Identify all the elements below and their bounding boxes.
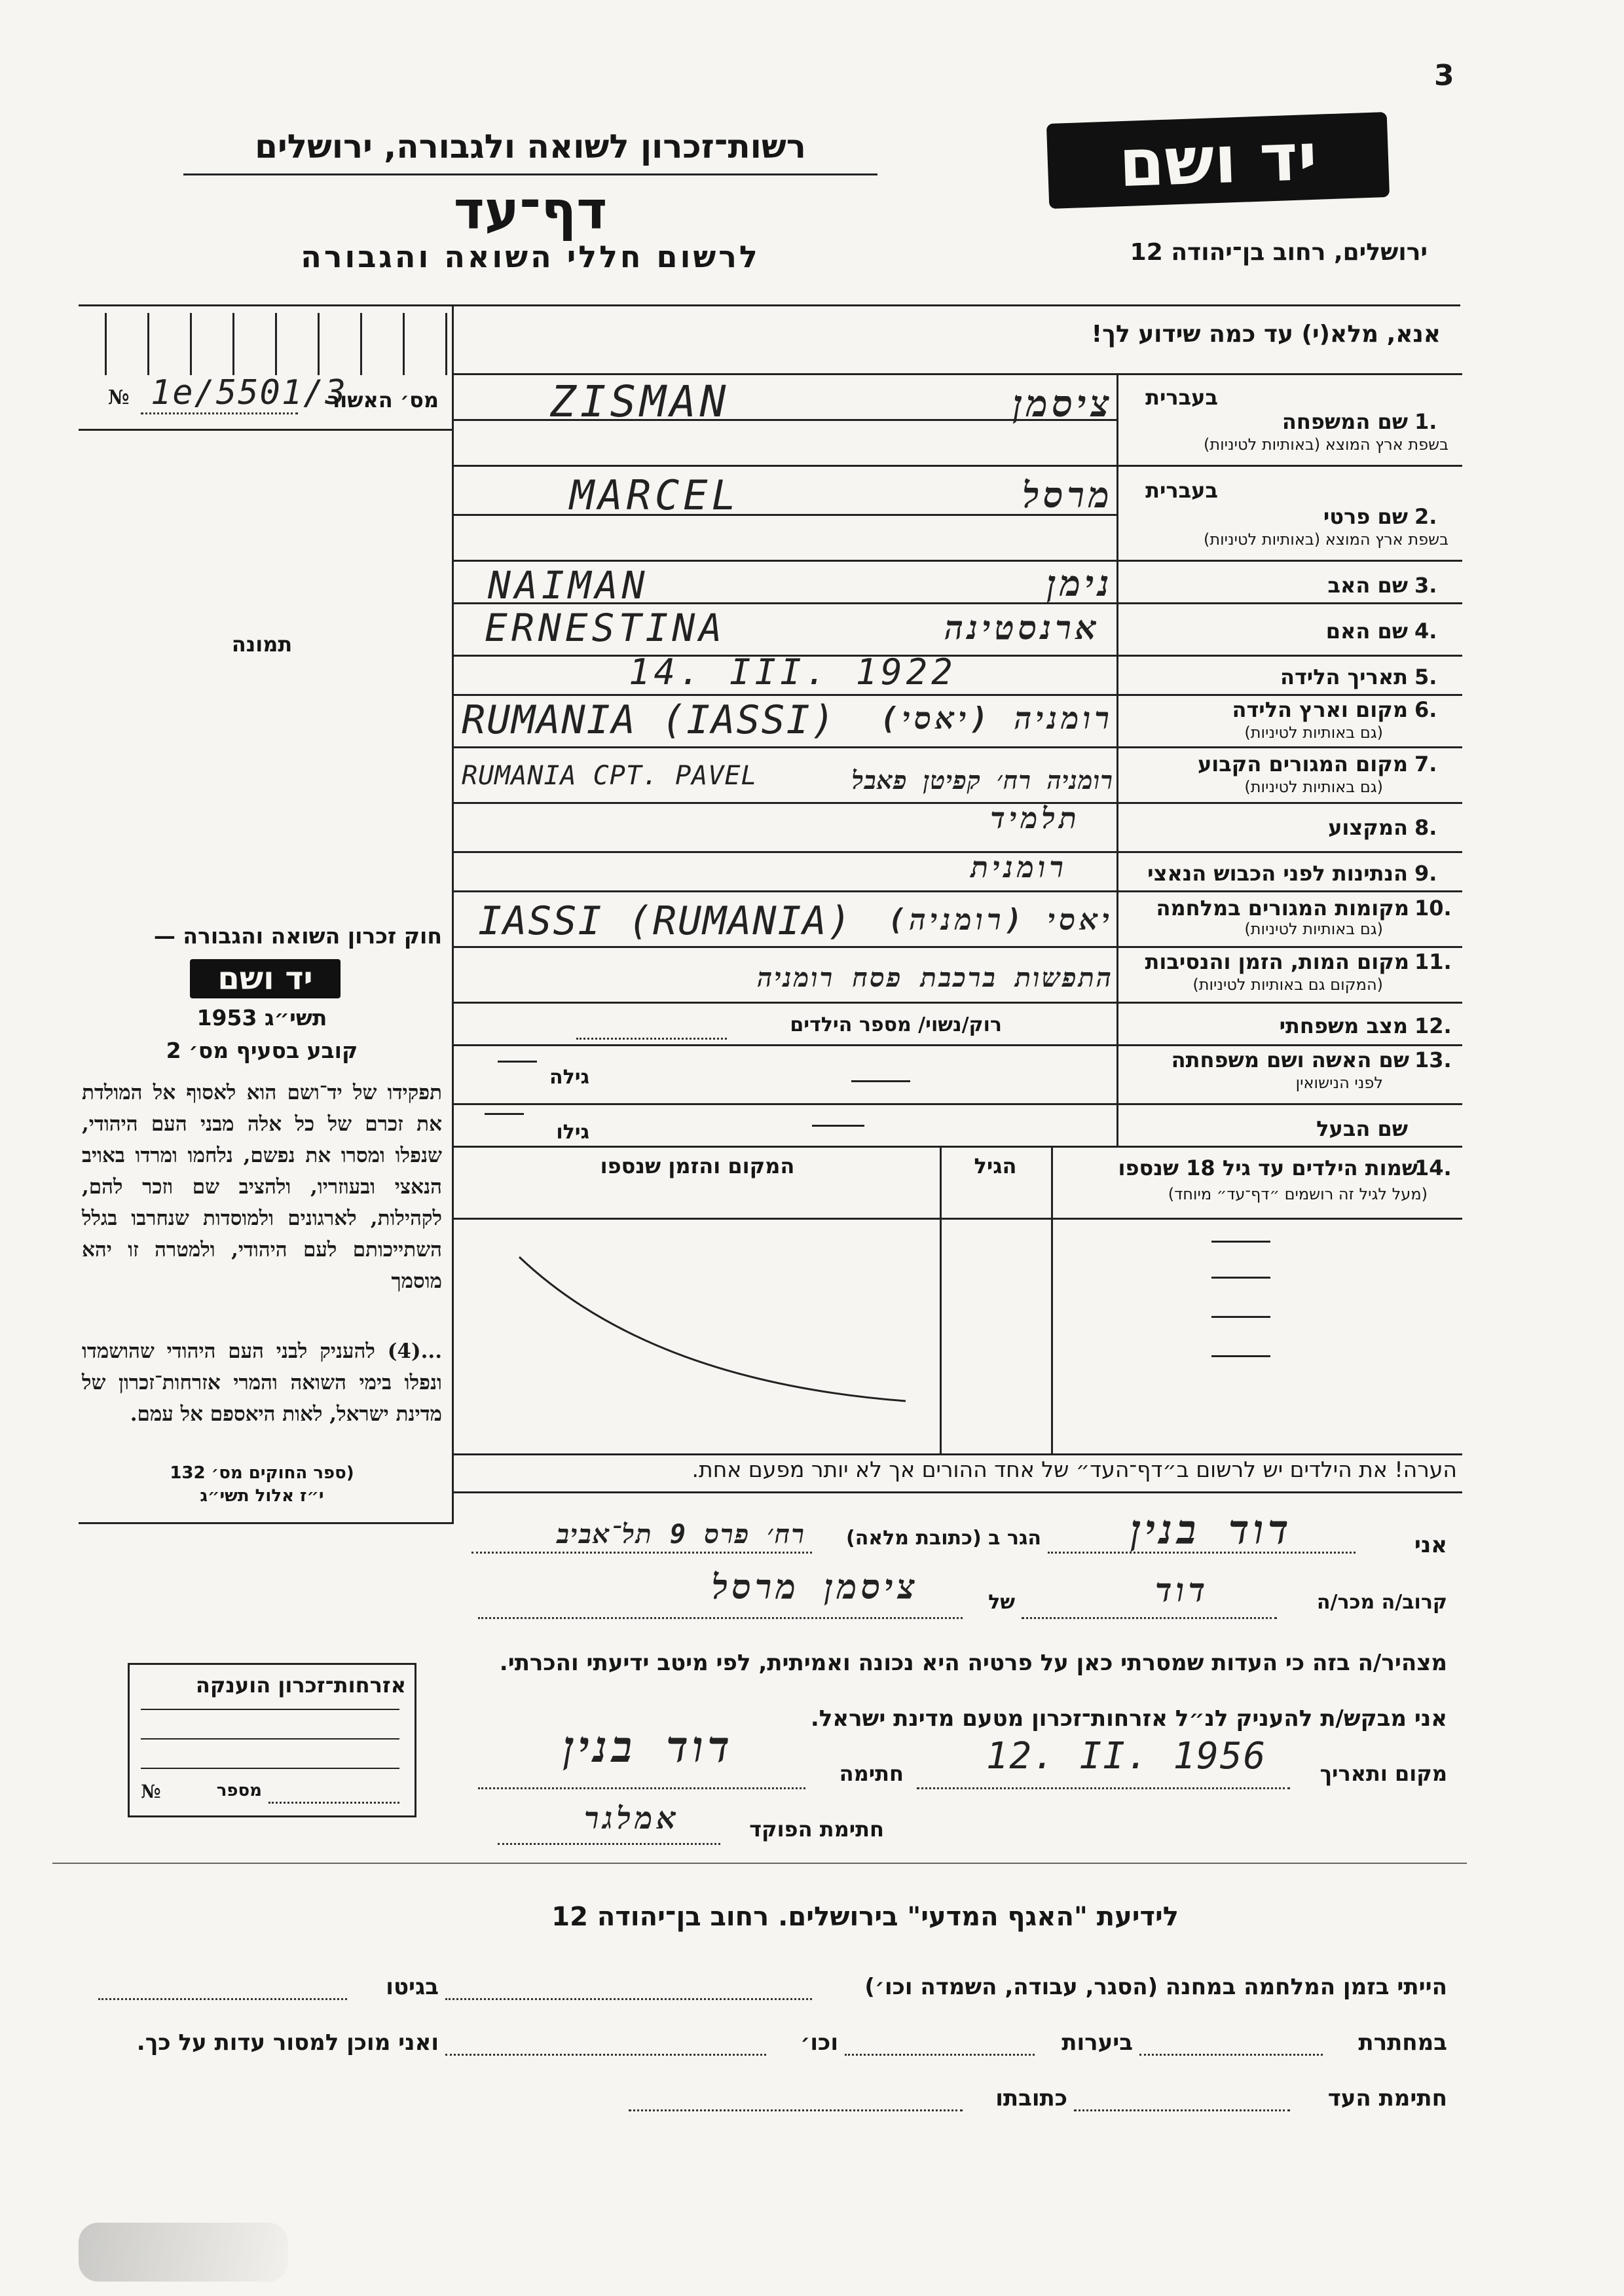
row-rule-8 xyxy=(454,746,1462,748)
footer-line1-dotted-1 xyxy=(445,1998,812,2000)
field-10-sub: (גם באותיות לטיניות) xyxy=(1244,920,1383,938)
field-11-label: מקום המות, הזמן והנסיבות xyxy=(1145,949,1409,974)
field-2-tag: בעברית xyxy=(1145,478,1218,503)
field-6-latin: RUMANIA (IASSI) xyxy=(462,697,836,743)
row-rule-7 xyxy=(454,694,1462,696)
field-7-number: 7. xyxy=(1414,752,1437,776)
citizenship-title: אזרחות־זכרון הוענקה xyxy=(195,1673,406,1698)
footer-line3-dotted-2 xyxy=(629,2109,963,2111)
field-1-number: 1. xyxy=(1414,409,1437,434)
field-6-sub: (גם באותיות לטיניות) xyxy=(1244,723,1383,742)
approval-rule xyxy=(79,429,454,431)
footer-line2-b: ביערות xyxy=(1061,2030,1133,2056)
law-section: קובע בסעיף מס׳ 2 xyxy=(166,1038,358,1063)
field-1-hebrew: ציסמן xyxy=(1012,383,1113,426)
footer-line3-a: חתימת העד xyxy=(1327,2085,1447,2111)
field-3-label: שם האב xyxy=(1327,573,1408,598)
authority-title: רשות־זכרון לשואה ולגבורה, ירושלים xyxy=(255,128,806,166)
law-logo: יד ושם xyxy=(190,959,341,998)
decl-date: 12. II. 1956 xyxy=(986,1735,1267,1777)
field-10-hebrew: יאסי (רומניה) xyxy=(888,903,1113,937)
footer-line2-dotted-1 xyxy=(1139,2054,1323,2056)
footer-line1-a: הייתי בזמן המלחמה במחנה (הסגר, עבודה, השמדה וכו׳) xyxy=(864,1974,1447,2000)
field-11-sub: (המקום גם באותיות לטיניות) xyxy=(1192,975,1383,994)
field-13-label: שם האשה ושם משפחתה xyxy=(1171,1048,1409,1072)
note-rule xyxy=(454,1491,1462,1493)
field-label-separator xyxy=(1116,373,1118,1146)
field-10-latin: IASSI (RUMANIA) xyxy=(478,898,853,944)
field-13-number: 13. xyxy=(1414,1048,1452,1072)
field-8-hebrew: תלמיד xyxy=(990,802,1080,835)
decl-officer-dotted xyxy=(498,1843,720,1845)
tick-8 xyxy=(403,313,405,375)
tick-5 xyxy=(275,313,277,375)
yad-vashem-logo: יד ושם xyxy=(1046,112,1390,209)
decl-deceased-dotted xyxy=(478,1617,963,1619)
children-col-age: הגיל xyxy=(974,1154,1017,1178)
children-dash-1 xyxy=(1211,1241,1270,1243)
field-1-tag: בעברית xyxy=(1145,385,1218,410)
field-6-number: 6. xyxy=(1414,697,1437,722)
field-4-hebrew: ארנסטינה xyxy=(944,609,1100,647)
field-1-label: שם המשפחה xyxy=(1282,409,1408,434)
grid-top xyxy=(454,373,1462,375)
children-sub: (מעל לגיל זה רושמים ״דף־עד״ מיוחד) xyxy=(1168,1185,1428,1203)
field-9-label: הנתינות לפני הכבוש הנאצי xyxy=(1147,861,1408,886)
decl-address-dotted xyxy=(471,1552,812,1554)
row-rule-11 xyxy=(454,890,1462,892)
decl-date-dotted xyxy=(917,1787,1290,1789)
field-10-number: 10. xyxy=(1414,896,1452,920)
field-5-label: תאריך הלידה xyxy=(1280,665,1408,689)
decl-officer-signature: אמלגר xyxy=(583,1800,680,1836)
law-year: תשי״ג 1953 xyxy=(196,1005,327,1030)
field-7-latin: RUMANIA CPT. PAVEL xyxy=(462,761,758,791)
field-2-number: 2. xyxy=(1414,504,1437,529)
photo-label: תמונה xyxy=(231,632,293,657)
footer-line1-dotted-2 xyxy=(98,1998,347,2000)
field-1-sub: בשפת ארץ המוצא (באותיות לטיניות) xyxy=(1204,435,1449,454)
decl-address: רח׳ פרס 9 תל־אביב xyxy=(556,1520,805,1550)
decl-relation: דוד xyxy=(1154,1571,1209,1609)
row-rule-15 xyxy=(454,1103,1462,1105)
decl-of-label: של xyxy=(988,1591,1015,1614)
decl-relation-label: קרוב/ה מכר/ה xyxy=(1316,1591,1447,1614)
children-dash-4 xyxy=(1211,1355,1270,1357)
citizenship-number-dotted xyxy=(268,1802,399,1804)
decl-statement: מצהיר/ה בזה כי העדות שמסרתי כאן על פרטיה היא נכונה ואמיתית, לפי מיטב ידיעתי והכרתי. xyxy=(499,1650,1447,1676)
tick-9 xyxy=(445,313,447,375)
children-cross-out-stroke xyxy=(454,1218,1051,1453)
children-col-place: המקום והזמן שנספו xyxy=(600,1154,795,1178)
row-rule-4 xyxy=(454,560,1462,562)
decl-officer-label: חתימת הפוקד xyxy=(749,1817,884,1842)
husband-label: שם הבעל xyxy=(1316,1116,1408,1141)
footer-heading: לידיעת "האגף המדעי" בירושלים. רחוב בן־יהודה 12 xyxy=(551,1902,1179,1932)
scan-smudge xyxy=(79,2223,288,2282)
tick-7 xyxy=(360,313,362,375)
field-11-hebrew: התפשות ברכבת פסח רומניה xyxy=(757,963,1113,993)
page-number: 3 xyxy=(1434,59,1454,92)
tick-3 xyxy=(190,313,192,375)
row-rule-6 xyxy=(454,655,1462,657)
citizenship-rule-1 xyxy=(141,1709,399,1710)
children-label: שמות הילדים עד גיל 18 שנספו xyxy=(1118,1156,1418,1180)
decl-resides-label: הגר ב (כתובת מלאה) xyxy=(845,1527,1041,1550)
field-1-latin: ZISMAN xyxy=(550,376,730,427)
field-9-hebrew: רומנית xyxy=(970,851,1067,884)
field-6-label: מקום וארץ הלידה xyxy=(1232,697,1408,722)
husband-dash-2 xyxy=(812,1125,864,1127)
tick-6 xyxy=(318,313,320,375)
top-rule xyxy=(79,304,1460,306)
tick-1 xyxy=(105,313,107,375)
address: ירושלים, רחוב בן־יהודה 12 xyxy=(1130,239,1428,266)
field-4-latin: ERNESTINA xyxy=(485,606,726,650)
approval-label: מס׳ האשור xyxy=(327,388,439,412)
footer-line2-a: במחתרת xyxy=(1358,2030,1447,2056)
field-3-number: 3. xyxy=(1414,573,1437,598)
field-13-sub: לפני הנישואין xyxy=(1295,1074,1383,1092)
instruction: אנא, מלא(י) עד כמה שידוע לך! xyxy=(1091,321,1441,348)
row-rule-12 xyxy=(454,946,1462,948)
field-7-label: מקום המגורים הקבוע xyxy=(1197,752,1408,776)
field-12-value: רוק/נשוי/ מספר הילדים xyxy=(790,1013,1002,1036)
form-title: דף־עד xyxy=(453,180,608,241)
field-12-label: מצב משפחתי xyxy=(1279,1013,1408,1038)
approval-no-symbol: № xyxy=(108,386,130,409)
citizenship-no-label: № xyxy=(141,1781,161,1802)
field-4-number: 4. xyxy=(1414,619,1437,644)
decl-name-dotted xyxy=(1048,1552,1356,1554)
decl-signature-label: חתימה xyxy=(839,1761,904,1786)
field-4-label: שם האם xyxy=(1325,619,1408,644)
tick-2 xyxy=(147,313,149,375)
field-2-sub: בשפת ארץ המוצא (באותיות לטיניות) xyxy=(1204,530,1449,549)
field-3-hebrew: נימן xyxy=(1046,563,1113,604)
approval-dotted-line xyxy=(141,412,298,414)
citizenship-number-label: מספר xyxy=(216,1781,262,1800)
children-dash-2 xyxy=(1211,1277,1270,1279)
row-rule-2 xyxy=(454,465,1462,467)
decl-relation-dotted xyxy=(1022,1617,1277,1619)
decl-witness-name: דוד בנין xyxy=(1130,1506,1293,1554)
field-12-dotted xyxy=(576,1038,727,1040)
decl-deceased: ציסמן מרסל xyxy=(711,1568,919,1607)
footer-line2-dotted-2 xyxy=(845,2054,1035,2056)
row-rule-13 xyxy=(454,1002,1462,1004)
field-5-latin: 14. III. 1922 xyxy=(629,651,957,693)
law-title: חוק זכרון השואה והגבורה — xyxy=(153,923,442,949)
decl-signature-dotted xyxy=(478,1787,805,1789)
children-dash-3 xyxy=(1211,1316,1270,1318)
children-bottom-rule xyxy=(454,1453,1462,1455)
field-12-number: 12. xyxy=(1414,1013,1452,1038)
field-2-hebrew: מרסל xyxy=(1022,475,1113,516)
field-10-label: מקומות המגורים במלחמה xyxy=(1156,896,1409,920)
row-rule-16 xyxy=(454,1146,1462,1148)
footer-line2-c: וכו׳ xyxy=(800,2030,838,2056)
field-8-number: 8. xyxy=(1414,815,1437,840)
decl-signature: דוד בנין xyxy=(563,1722,734,1772)
authority-underline xyxy=(183,173,877,175)
field-8-label: המקצוע xyxy=(1328,815,1408,840)
footer-line3-b: כתובתו xyxy=(995,2085,1067,2111)
field-11-number: 11. xyxy=(1414,949,1452,974)
husband-age: גילו xyxy=(556,1121,589,1144)
field-13-dash-2 xyxy=(851,1080,910,1082)
citizenship-rule-2 xyxy=(141,1738,399,1740)
children-number: 14. xyxy=(1414,1156,1452,1180)
citizenship-rule-3 xyxy=(141,1768,399,1769)
form-subtitle: לרשום חללי השואה והגבורה xyxy=(301,239,760,274)
note: הערה! את הילדים יש לרשום ב״דף־העד״ של אחד ההורים אך לא יותר מפעם אחת. xyxy=(692,1457,1457,1482)
field-6-hebrew: רומניה (יאסי) xyxy=(879,701,1113,736)
children-col-sep-1 xyxy=(1051,1146,1053,1453)
field-5-number: 5. xyxy=(1414,665,1437,689)
husband-dash-1 xyxy=(485,1113,524,1115)
decl-request: אני מבקש/ת להעניק לנ״ל אזרחות־זכרון מטעם מדינת ישראל. xyxy=(810,1705,1447,1732)
field-3-latin: NAIMAN xyxy=(488,563,649,608)
decl-i-label: אני xyxy=(1414,1532,1447,1558)
footer-line1-b: בגיטו xyxy=(386,1974,439,2000)
law-source: (ספר החוקים מס׳ 132 xyxy=(170,1463,354,1483)
row-rule-14 xyxy=(454,1044,1462,1046)
decl-place-date-label: מקום ותאריך xyxy=(1320,1761,1447,1786)
left-column-bottom xyxy=(79,1522,454,1524)
footer-line2-d: ואני מוכן למסור עדות על כך. xyxy=(136,2030,439,2056)
field-7-hebrew: רומניה רח׳ קפיטן פאבל xyxy=(851,766,1113,795)
footer-line2-dotted-3 xyxy=(445,2054,766,2056)
field-13-age: גילה xyxy=(549,1066,589,1089)
tick-4 xyxy=(232,313,234,375)
law-text: תפקידו של יד־ושם הוא לאסוף אל המולדת את זכרם של כל אלה מבני העם היהודי, שנפלו ומסרו את נפשם, נלחמו ומרדו באויב הנאצי ובעוזריו, ולהציב שם וזכר להם, לקהילות, לארגונים ולמוסדות שנחרבו בגלל השתייכותם לעם היהודי, ולמטרה זו יהא מוסמך xyxy=(82,1081,442,1293)
field-13-dash-1 xyxy=(498,1061,537,1063)
field-7-sub: (גם באותיות לטיניות) xyxy=(1244,778,1383,796)
approval-number: 1e/5501/3 xyxy=(151,373,347,412)
footer-cut-line xyxy=(52,1863,1467,1864)
field-9-number: 9. xyxy=(1414,861,1437,886)
law-source-2: י״ז אלול תשי״ג xyxy=(200,1486,324,1506)
footer-line3-dotted-1 xyxy=(1074,2109,1290,2111)
field-2-label: שם פרטי xyxy=(1323,504,1408,529)
law-text-2: ...(4) להעניק לבני העם היהודי שהושמדו ונפלו בימי השואה והמרי אזרחות־זכרון של מדינת ישראל, לאות היאספם אל עמם. xyxy=(82,1339,442,1426)
field-2-latin: MARCEL xyxy=(570,471,740,519)
